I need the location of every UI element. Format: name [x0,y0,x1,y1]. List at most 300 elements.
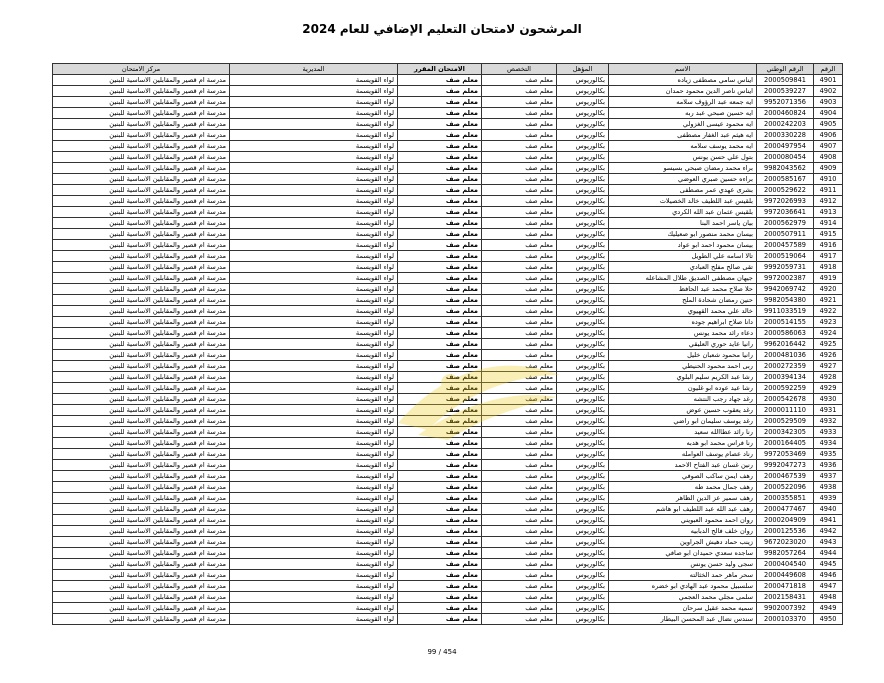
cell-specialization: معلم صف [482,339,557,350]
cell-exam: معلم صف [398,97,482,108]
cell-number: 4950 [814,614,843,625]
page-number: 99 / 454 [427,648,457,656]
cell-national-id: 9942069742 [757,284,814,295]
cell-national-id: 2000342305 [757,427,814,438]
cell-specialization: معلم صف [482,394,557,405]
cell-number: 4946 [814,570,843,581]
cell-number: 4915 [814,229,843,240]
cell-national-id: 2000080454 [757,152,814,163]
cell-specialization: معلم صف [482,460,557,471]
cell-exam: معلم صف [398,251,482,262]
cell-exam-center: مدرسة ام قصير والمقابلين الاساسية للبنين [53,394,230,405]
cell-exam: معلم صف [398,537,482,548]
cell-national-id: 2000471818 [757,581,814,592]
cell-exam: معلم صف [398,295,482,306]
cell-national-id: 9911033519 [757,306,814,317]
cell-exam-center: مدرسة ام قصير والمقابلين الاساسية للبنين [53,416,230,427]
cell-directorate: لواء القويسمة [230,108,398,119]
cell-number: 4918 [814,262,843,273]
cell-national-id: 2000242203 [757,119,814,130]
cell-qualification: بكالوريوس [557,218,609,229]
cell-exam-center: مدرسة ام قصير والمقابلين الاساسية للبنين [53,339,230,350]
cell-national-id: 9992047273 [757,460,814,471]
cell-national-id: 2000204909 [757,515,814,526]
cell-name: رنا فراس محمد ابو هدبه [609,438,757,449]
cell-national-id: 2000404540 [757,559,814,570]
page-title: المرشحون لامتحان التعليم الإضافي للعام 2024 [302,22,582,36]
table-row [53,427,843,438]
cell-exam-center: مدرسة ام قصير والمقابلين الاساسية للبنين [53,218,230,229]
cell-specialization: معلم صف [482,152,557,163]
cell-qualification: بكالوريوس [557,339,609,350]
cell-specialization: معلم صف [482,427,557,438]
cell-qualification: بكالوريوس [557,207,609,218]
cell-qualification: بكالوريوس [557,251,609,262]
cell-number: 4945 [814,559,843,570]
cell-qualification: بكالوريوس [557,592,609,603]
cell-number: 4920 [814,284,843,295]
cell-number: 4935 [814,449,843,460]
table-row [53,482,843,493]
cell-directorate: لواء القويسمة [230,174,398,185]
cell-directorate: لواء القويسمة [230,119,398,130]
cell-directorate: لواء القويسمة [230,449,398,460]
cell-qualification: بكالوريوس [557,163,609,174]
cell-specialization: معلم صف [482,317,557,328]
cell-national-id: 2000509841 [757,75,814,86]
cell-directorate: لواء القويسمة [230,152,398,163]
cell-name: رانيا عايد حوري العليقي [609,339,757,350]
cell-exam-center: مدرسة ام قصير والمقابلين الاساسية للبنين [53,119,230,130]
cell-number: 4933 [814,427,843,438]
cell-qualification: بكالوريوس [557,482,609,493]
cell-qualification: بكالوريوس [557,603,609,614]
cell-name: حلا صلاح محمد عبد الحافظ [609,284,757,295]
cell-specialization: معلم صف [482,493,557,504]
cell-exam-center: مدرسة ام قصير والمقابلين الاساسية للبنين [53,174,230,185]
cell-exam-center: مدرسة ام قصير والمقابلين الاساسية للبنين [53,97,230,108]
cell-name: زينب حماد دهيش الجراوين [609,537,757,548]
table-row [53,581,843,592]
cell-number: 4921 [814,295,843,306]
cell-exam: معلم صف [398,306,482,317]
cell-exam: معلم صف [398,438,482,449]
cell-number: 4910 [814,174,843,185]
cell-exam-center: مدرسة ام قصير والمقابلين الاساسية للبنين [53,493,230,504]
table-row [53,449,843,460]
cell-national-id: 2000586063 [757,328,814,339]
cell-exam: معلم صف [398,119,482,130]
cell-name: ايه محمود عيسى الغزولي [609,119,757,130]
cell-exam-center: مدرسة ام قصير والمقابلين الاساسية للبنين [53,284,230,295]
cell-number: 4939 [814,493,843,504]
cell-national-id: 2000457589 [757,240,814,251]
cell-qualification: بكالوريوس [557,284,609,295]
cell-number: 4937 [814,471,843,482]
cell-exam: معلم صف [398,460,482,471]
cell-directorate: لواء القويسمة [230,614,398,625]
cell-directorate: لواء القويسمة [230,328,398,339]
cell-exam-center: مدرسة ام قصير والمقابلين الاساسية للبنين [53,504,230,515]
cell-exam-center: مدرسة ام قصير والمقابلين الاساسية للبنين [53,460,230,471]
cell-directorate: لواء القويسمة [230,75,398,86]
cell-directorate: لواء القويسمة [230,570,398,581]
cell-qualification: بكالوريوس [557,185,609,196]
table-row [53,141,843,152]
cell-directorate: لواء القويسمة [230,383,398,394]
table-row [53,592,843,603]
cell-name: سلسبيل محمود عبد الهادي ابو خضره [609,581,757,592]
cell-qualification: بكالوريوس [557,427,609,438]
cell-name: تالا اسامه علي الطويل [609,251,757,262]
cell-name: خالد علي محمد القهيوي [609,306,757,317]
header-name: الاسم [609,64,757,75]
cell-qualification: بكالوريوس [557,515,609,526]
cell-national-id: 2000497954 [757,141,814,152]
cell-exam: معلم صف [398,207,482,218]
table-row [53,86,843,97]
cell-name: ساجده سعدي حميدان ابو صافي [609,548,757,559]
cell-specialization: معلم صف [482,141,557,152]
cell-qualification: بكالوريوس [557,97,609,108]
table-row [53,174,843,185]
cell-number: 4916 [814,240,843,251]
cell-exam-center: مدرسة ام قصير والمقابلين الاساسية للبنين [53,405,230,416]
cell-specialization: معلم صف [482,504,557,515]
cell-national-id: 9982057264 [757,548,814,559]
cell-qualification: بكالوريوس [557,141,609,152]
cell-name: ايه هيثم عبد الغفار مصطفى [609,130,757,141]
cell-number: 4938 [814,482,843,493]
cell-number: 4932 [814,416,843,427]
cell-number: 4929 [814,383,843,394]
cell-number: 4936 [814,460,843,471]
cell-qualification: بكالوريوس [557,526,609,537]
table-row [53,328,843,339]
table-row [53,515,843,526]
cell-number: 4913 [814,207,843,218]
cell-specialization: معلم صف [482,438,557,449]
cell-number: 4925 [814,339,843,350]
cell-specialization: معلم صف [482,372,557,383]
cell-directorate: لواء القويسمة [230,471,398,482]
cell-number: 4906 [814,130,843,141]
cell-number: 4928 [814,372,843,383]
cell-name: سحر ماهر حمد الخثالته [609,570,757,581]
cell-name: بتول علي حسن يونس [609,152,757,163]
cell-directorate: لواء القويسمة [230,416,398,427]
cell-national-id: 9672023020 [757,537,814,548]
table-row [53,614,843,625]
cell-exam-center: مدرسة ام قصير والمقابلين الاساسية للبنين [53,130,230,141]
cell-qualification: بكالوريوس [557,119,609,130]
cell-exam: معلم صف [398,603,482,614]
cell-exam-center: مدرسة ام قصير والمقابلين الاساسية للبنين [53,603,230,614]
cell-specialization: معلم صف [482,548,557,559]
cell-exam-center: مدرسة ام قصير والمقابلين الاساسية للبنين [53,559,230,570]
cell-name: ايناس سامي مصطفى زياده [609,75,757,86]
cell-exam-center: مدرسة ام قصير والمقابلين الاساسية للبنين [53,383,230,394]
cell-name: بيسان محمد منصور ابو صعيليك [609,229,757,240]
cell-qualification: بكالوريوس [557,614,609,625]
header-directorate: المديرية [230,64,398,75]
cell-directorate: لواء القويسمة [230,218,398,229]
cell-national-id: 9952071356 [757,97,814,108]
cell-national-id: 2000519064 [757,251,814,262]
cell-exam-center: مدرسة ام قصير والمقابلين الاساسية للبنين [53,526,230,537]
cell-exam: معلم صف [398,152,482,163]
cell-exam: معلم صف [398,350,482,361]
cell-specialization: معلم صف [482,229,557,240]
header-specialization: التخصص [482,64,557,75]
cell-specialization: معلم صف [482,526,557,537]
cell-qualification: بكالوريوس [557,328,609,339]
cell-directorate: لواء القويسمة [230,295,398,306]
cell-exam: معلم صف [398,405,482,416]
cell-directorate: لواء القويسمة [230,592,398,603]
cell-exam: معلم صف [398,86,482,97]
cell-specialization: معلم صف [482,537,557,548]
cell-specialization: معلم صف [482,119,557,130]
cell-qualification: بكالوريوس [557,559,609,570]
cell-specialization: معلم صف [482,86,557,97]
cell-name: رغد يعقوب حسين عوض [609,405,757,416]
cell-name: دانا صلاح ابراهيم جوده [609,317,757,328]
cell-number: 4947 [814,581,843,592]
cell-name: رغد يوسف سليمان ابو راضي [609,416,757,427]
cell-national-id: 2000529622 [757,185,814,196]
cell-exam-center: مدرسة ام قصير والمقابلين الاساسية للبنين [53,163,230,174]
cell-national-id: 2000539227 [757,86,814,97]
table-row [53,383,843,394]
cell-national-id: 2000592259 [757,383,814,394]
cell-specialization: معلم صف [482,185,557,196]
cell-directorate: لواء القويسمة [230,559,398,570]
cell-exam-center: مدرسة ام قصير والمقابلين الاساسية للبنين [53,317,230,328]
cell-exam-center: مدرسة ام قصير والمقابلين الاساسية للبنين [53,306,230,317]
cell-exam-center: مدرسة ام قصير والمقابلين الاساسية للبنين [53,240,230,251]
cell-national-id: 2000467539 [757,471,814,482]
cell-directorate: لواء القويسمة [230,526,398,537]
cell-national-id: 9962016442 [757,339,814,350]
cell-exam-center: مدرسة ام قصير والمقابلين الاساسية للبنين [53,229,230,240]
cell-directorate: لواء القويسمة [230,493,398,504]
cell-specialization: معلم صف [482,262,557,273]
cell-name: رشا عبد الكريم سليم البلوي [609,372,757,383]
cell-specialization: معلم صف [482,97,557,108]
cell-exam: معلم صف [398,383,482,394]
cell-qualification: بكالوريوس [557,449,609,460]
cell-directorate: لواء القويسمة [230,361,398,372]
cell-number: 4901 [814,75,843,86]
cell-specialization: معلم صف [482,163,557,174]
cell-national-id: 2000394134 [757,372,814,383]
cell-number: 4940 [814,504,843,515]
cell-national-id: 2000585167 [757,174,814,185]
cell-number: 4924 [814,328,843,339]
cell-qualification: بكالوريوس [557,372,609,383]
cell-qualification: بكالوريوس [557,306,609,317]
cell-directorate: لواء القويسمة [230,196,398,207]
cell-national-id: 9992059731 [757,262,814,273]
cell-exam-center: مدرسة ام قصير والمقابلين الاساسية للبنين [53,75,230,86]
cell-exam-center: مدرسة ام قصير والمقابلين الاساسية للبنين [53,548,230,559]
cell-qualification: بكالوريوس [557,537,609,548]
cell-name: ايه جمعه عبد الرؤوف سلامه [609,97,757,108]
table-row [53,196,843,207]
cell-exam: معلم صف [398,185,482,196]
table-row [53,130,843,141]
cell-specialization: معلم صف [482,515,557,526]
cell-name: رهف ايمن ساكب الصوفي [609,471,757,482]
cell-qualification: بكالوريوس [557,405,609,416]
cell-directorate: لواء القويسمة [230,405,398,416]
table-row [53,526,843,537]
cell-exam-center: مدرسة ام قصير والمقابلين الاساسية للبنين [53,515,230,526]
cell-number: 4934 [814,438,843,449]
cell-name: ايه حسين صبحي عبد ربه [609,108,757,119]
cell-national-id: 2000529509 [757,416,814,427]
cell-number: 4943 [814,537,843,548]
cell-exam-center: مدرسة ام قصير والمقابلين الاساسية للبنين [53,537,230,548]
cell-directorate: لواء القويسمة [230,262,398,273]
cell-specialization: معلم صف [482,416,557,427]
cell-specialization: معلم صف [482,482,557,493]
cell-specialization: معلم صف [482,449,557,460]
cell-qualification: بكالوريوس [557,471,609,482]
cell-name: سندس نضال عبد المحسن البيطار [609,614,757,625]
cell-name: رهف سمير عز الدين الظاهر [609,493,757,504]
cell-directorate: لواء القويسمة [230,537,398,548]
cell-qualification: بكالوريوس [557,570,609,581]
header-exam-center: مركز الامتحان [53,64,230,75]
table-row [53,372,843,383]
cell-qualification: بكالوريوس [557,196,609,207]
table-row [53,570,843,581]
cell-exam: معلم صف [398,284,482,295]
cell-qualification: بكالوريوس [557,295,609,306]
cell-exam-center: مدرسة ام قصير والمقابلين الاساسية للبنين [53,438,230,449]
cell-exam-center: مدرسة ام قصير والمقابلين الاساسية للبنين [53,449,230,460]
cell-specialization: معلم صف [482,218,557,229]
cell-exam: معلم صف [398,581,482,592]
cell-directorate: لواء القويسمة [230,130,398,141]
cell-directorate: لواء القويسمة [230,460,398,471]
cell-exam: معلم صف [398,196,482,207]
cell-national-id: 2000460824 [757,108,814,119]
cell-national-id: 9972002387 [757,273,814,284]
table-row [53,240,843,251]
cell-directorate: لواء القويسمة [230,163,398,174]
table-row [53,108,843,119]
cell-name: رنا رائد عطاالله سعيد [609,427,757,438]
cell-exam-center: مدرسة ام قصير والمقابلين الاساسية للبنين [53,108,230,119]
cell-directorate: لواء القويسمة [230,207,398,218]
cell-name: سجى وليد حسن يونس [609,559,757,570]
cell-qualification: بكالوريوس [557,317,609,328]
cell-qualification: بكالوريوس [557,130,609,141]
cell-exam-center: مدرسة ام قصير والمقابلين الاساسية للبنين [53,152,230,163]
cell-name: سميه محمد عقيل سرحان [609,603,757,614]
cell-exam: معلم صف [398,229,482,240]
cell-national-id: 2000514155 [757,317,814,328]
cell-specialization: معلم صف [482,207,557,218]
cell-national-id: 2000522096 [757,482,814,493]
cell-directorate: لواء القويسمة [230,339,398,350]
cell-directorate: لواء القويسمة [230,504,398,515]
cell-number: 4919 [814,273,843,284]
cell-national-id: 2000272359 [757,361,814,372]
cell-name: جيهان مصطفى الصديق طلال المشاعله [609,273,757,284]
cell-number: 4907 [814,141,843,152]
cell-specialization: معلم صف [482,383,557,394]
cell-specialization: معلم صف [482,471,557,482]
cell-name: رشا عيد عوده ابو غليون [609,383,757,394]
cell-qualification: بكالوريوس [557,548,609,559]
cell-number: 4927 [814,361,843,372]
cell-specialization: معلم صف [482,295,557,306]
cell-specialization: معلم صف [482,570,557,581]
cell-qualification: بكالوريوس [557,174,609,185]
cell-exam: معلم صف [398,515,482,526]
cell-qualification: بكالوريوس [557,273,609,284]
cell-exam: معلم صف [398,449,482,460]
cell-name: براء محمد رمضان صبحي بسيسو [609,163,757,174]
table-row [53,163,843,174]
cell-name: رنين غسان عبد الفتاح الاحمد [609,460,757,471]
cell-directorate: لواء القويسمة [230,240,398,251]
cell-exam: معلم صف [398,273,482,284]
cell-directorate: لواء القويسمة [230,515,398,526]
cell-directorate: لواء القويسمة [230,284,398,295]
table-row [53,317,843,328]
cell-name: دعاء رائد محمد يونس [609,328,757,339]
cell-national-id: 9972026993 [757,196,814,207]
cell-number: 4904 [814,108,843,119]
cell-specialization: معلم صف [482,350,557,361]
table-row [53,251,843,262]
cell-name: بيسان محمود احمد ابو عواد [609,240,757,251]
cell-number: 4944 [814,548,843,559]
cell-directorate: لواء القويسمة [230,317,398,328]
cell-exam-center: مدرسة ام قصير والمقابلين الاساسية للبنين [53,350,230,361]
table-row [53,405,843,416]
table-row [53,306,843,317]
cell-national-id: 2000449608 [757,570,814,581]
table-row [53,207,843,218]
header-qualification: المؤهل [557,64,609,75]
cell-exam: معلم صف [398,416,482,427]
cell-directorate: لواء القويسمة [230,581,398,592]
cell-qualification: بكالوريوس [557,504,609,515]
cell-directorate: لواء القويسمة [230,394,398,405]
table-row [53,537,843,548]
cell-specialization: معلم صف [482,559,557,570]
cell-exam: معلم صف [398,614,482,625]
cell-exam-center: مدرسة ام قصير والمقابلين الاساسية للبنين [53,207,230,218]
cell-directorate: لواء القويسمة [230,306,398,317]
cell-name: ايناس ناصر الدين محمود حمدان [609,86,757,97]
cell-national-id: 2000011110 [757,405,814,416]
cell-specialization: معلم صف [482,328,557,339]
cell-qualification: بكالوريوس [557,581,609,592]
cell-exam-center: مدرسة ام قصير والمقابلين الاساسية للبنين [53,251,230,262]
cell-exam: معلم صف [398,163,482,174]
cell-qualification: بكالوريوس [557,460,609,471]
cell-qualification: بكالوريوس [557,108,609,119]
table-row [53,350,843,361]
cell-directorate: لواء القويسمة [230,229,398,240]
